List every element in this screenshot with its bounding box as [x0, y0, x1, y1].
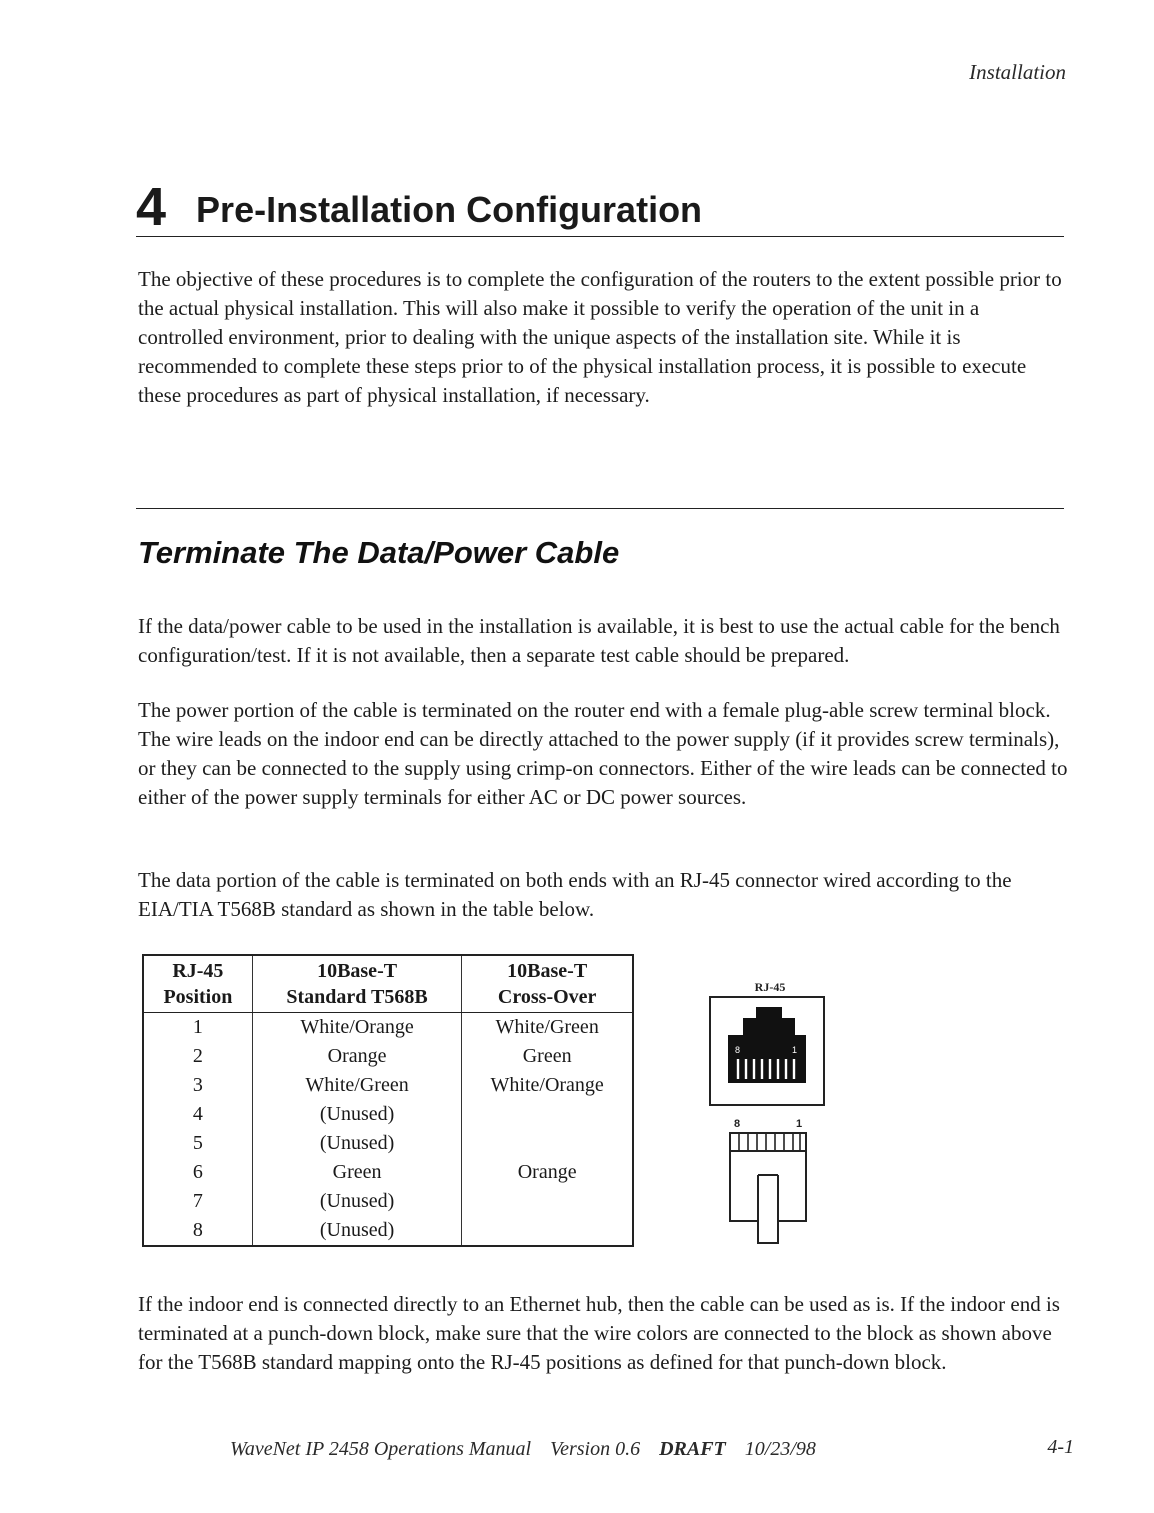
cell-position: 7: [143, 1187, 252, 1216]
section-title: Terminate The Data/Power Cable: [138, 535, 620, 570]
table-row: [143, 1129, 633, 1158]
cell-position: 6: [143, 1158, 252, 1187]
jack-pin-right-label: 1: [792, 1045, 798, 1055]
cell-standard: (Unused): [252, 1129, 462, 1158]
paragraph-indoor-end: If the indoor end is connected directly to an Ethernet hub, then the cable can be used as is. If the indoor end is terminated at a punch-down block, make sure that the wire colors are connected to the block as shown above for the T568B standard mapping onto the RJ-45 positions as defined for that punch-down block.: [138, 1292, 1060, 1374]
cell-standard: Orange: [252, 1042, 462, 1071]
cell-position: 1: [143, 1013, 252, 1043]
cell-crossover: Orange: [462, 1158, 633, 1187]
chapter-title: Pre-Installation Configuration: [196, 189, 703, 230]
cell-standard: Green: [252, 1158, 462, 1187]
footer-version: Version 0.6: [550, 1438, 641, 1460]
paragraph-power-portion: The power portion of the cable is terminated on the router end with a female plug-able screw terminal block. The wire leads on the indoor end can be directly attached to the power supply (if it provides screw terminals), or they can be connected to the supply using crimp-on connectors. Either of the wire leads can be connected to either of the power supply terminals for either AC or DC power sources.: [138, 698, 1068, 809]
footer-date: 10/23/98: [744, 1438, 816, 1460]
cell-crossover: [462, 1100, 633, 1129]
cell-position: 8: [143, 1216, 252, 1246]
cell-standard: White/Orange: [252, 1013, 462, 1043]
table-header-row: [143, 955, 633, 1013]
cell-crossover: [462, 1216, 633, 1246]
plug-pin-right-label: 1: [796, 1118, 803, 1130]
cell-crossover: White/Orange: [462, 1071, 633, 1100]
page-footer: [230, 1438, 830, 1461]
cell-standard: (Unused): [252, 1100, 462, 1129]
paragraph-data-portion: The data portion of the cable is terminated on both ends with an RJ-45 connector wired according to the EIA/TIA T568B standard as shown in the table below.: [138, 868, 1012, 921]
jack-pin-left-label: 8: [735, 1045, 741, 1055]
rj45-plug-icon: [730, 1133, 806, 1243]
rj45-diagram: [700, 975, 840, 1245]
table-row: [143, 1013, 633, 1043]
chapter-heading: [136, 178, 1064, 237]
section-divider: [136, 508, 1064, 509]
table-row: [143, 1071, 633, 1100]
cell-position: 4: [143, 1100, 252, 1129]
cell-position: 3: [143, 1071, 252, 1100]
pinout-table: [142, 954, 634, 1247]
plug-pin-left-label: 8: [734, 1118, 741, 1130]
table-row: [143, 1158, 633, 1187]
cell-standard: (Unused): [252, 1187, 462, 1216]
cell-crossover: [462, 1129, 633, 1158]
table-row: [143, 1042, 633, 1071]
cell-position: 2: [143, 1042, 252, 1071]
cell-standard: (Unused): [252, 1216, 462, 1246]
page-number: 4-1: [1047, 1436, 1074, 1458]
cell-position: 5: [143, 1129, 252, 1158]
chapter-number: 4: [136, 177, 167, 237]
cell-crossover: [462, 1187, 633, 1216]
footer-manual-title: WaveNet IP 2458 Operations Manual: [230, 1438, 532, 1460]
cell-standard: White/Green: [252, 1071, 462, 1100]
running-header: Installation: [969, 60, 1066, 84]
table-row: [143, 1100, 633, 1129]
rj45-jack-icon: [710, 997, 824, 1105]
cell-crossover: Green: [462, 1042, 633, 1071]
column-header-standard: 10Base-T Standard T568B: [252, 955, 462, 1013]
column-header-crossover: 10Base-T Cross-Over: [462, 955, 633, 1013]
intro-paragraph: The objective of these procedures is to complete the configuration of the routers to the extent possible prior to the actual physical installation. This will also make it possible to verify the operation of the unit in a controlled environment, prior to dealing with the unique aspects of the installation site. While it is recommended to complete these steps prior to of the physical installation process, it is possible to execute these procedures as part of physical installation, if necessary.: [138, 267, 1062, 407]
cell-crossover: White/Green: [462, 1013, 633, 1043]
footer-draft-label: DRAFT: [659, 1438, 726, 1460]
table-row: [143, 1216, 633, 1246]
table-row: [143, 1187, 633, 1216]
paragraph-cable-availability: If the data/power cable to be used in the installation is available, it is best to use the actual cable for the bench configuration/test. If it is not available, then a separate test cable should be prepared.: [138, 614, 1060, 667]
rj45-label: RJ-45: [754, 980, 786, 994]
column-header-position: RJ-45 Position: [143, 955, 252, 1013]
